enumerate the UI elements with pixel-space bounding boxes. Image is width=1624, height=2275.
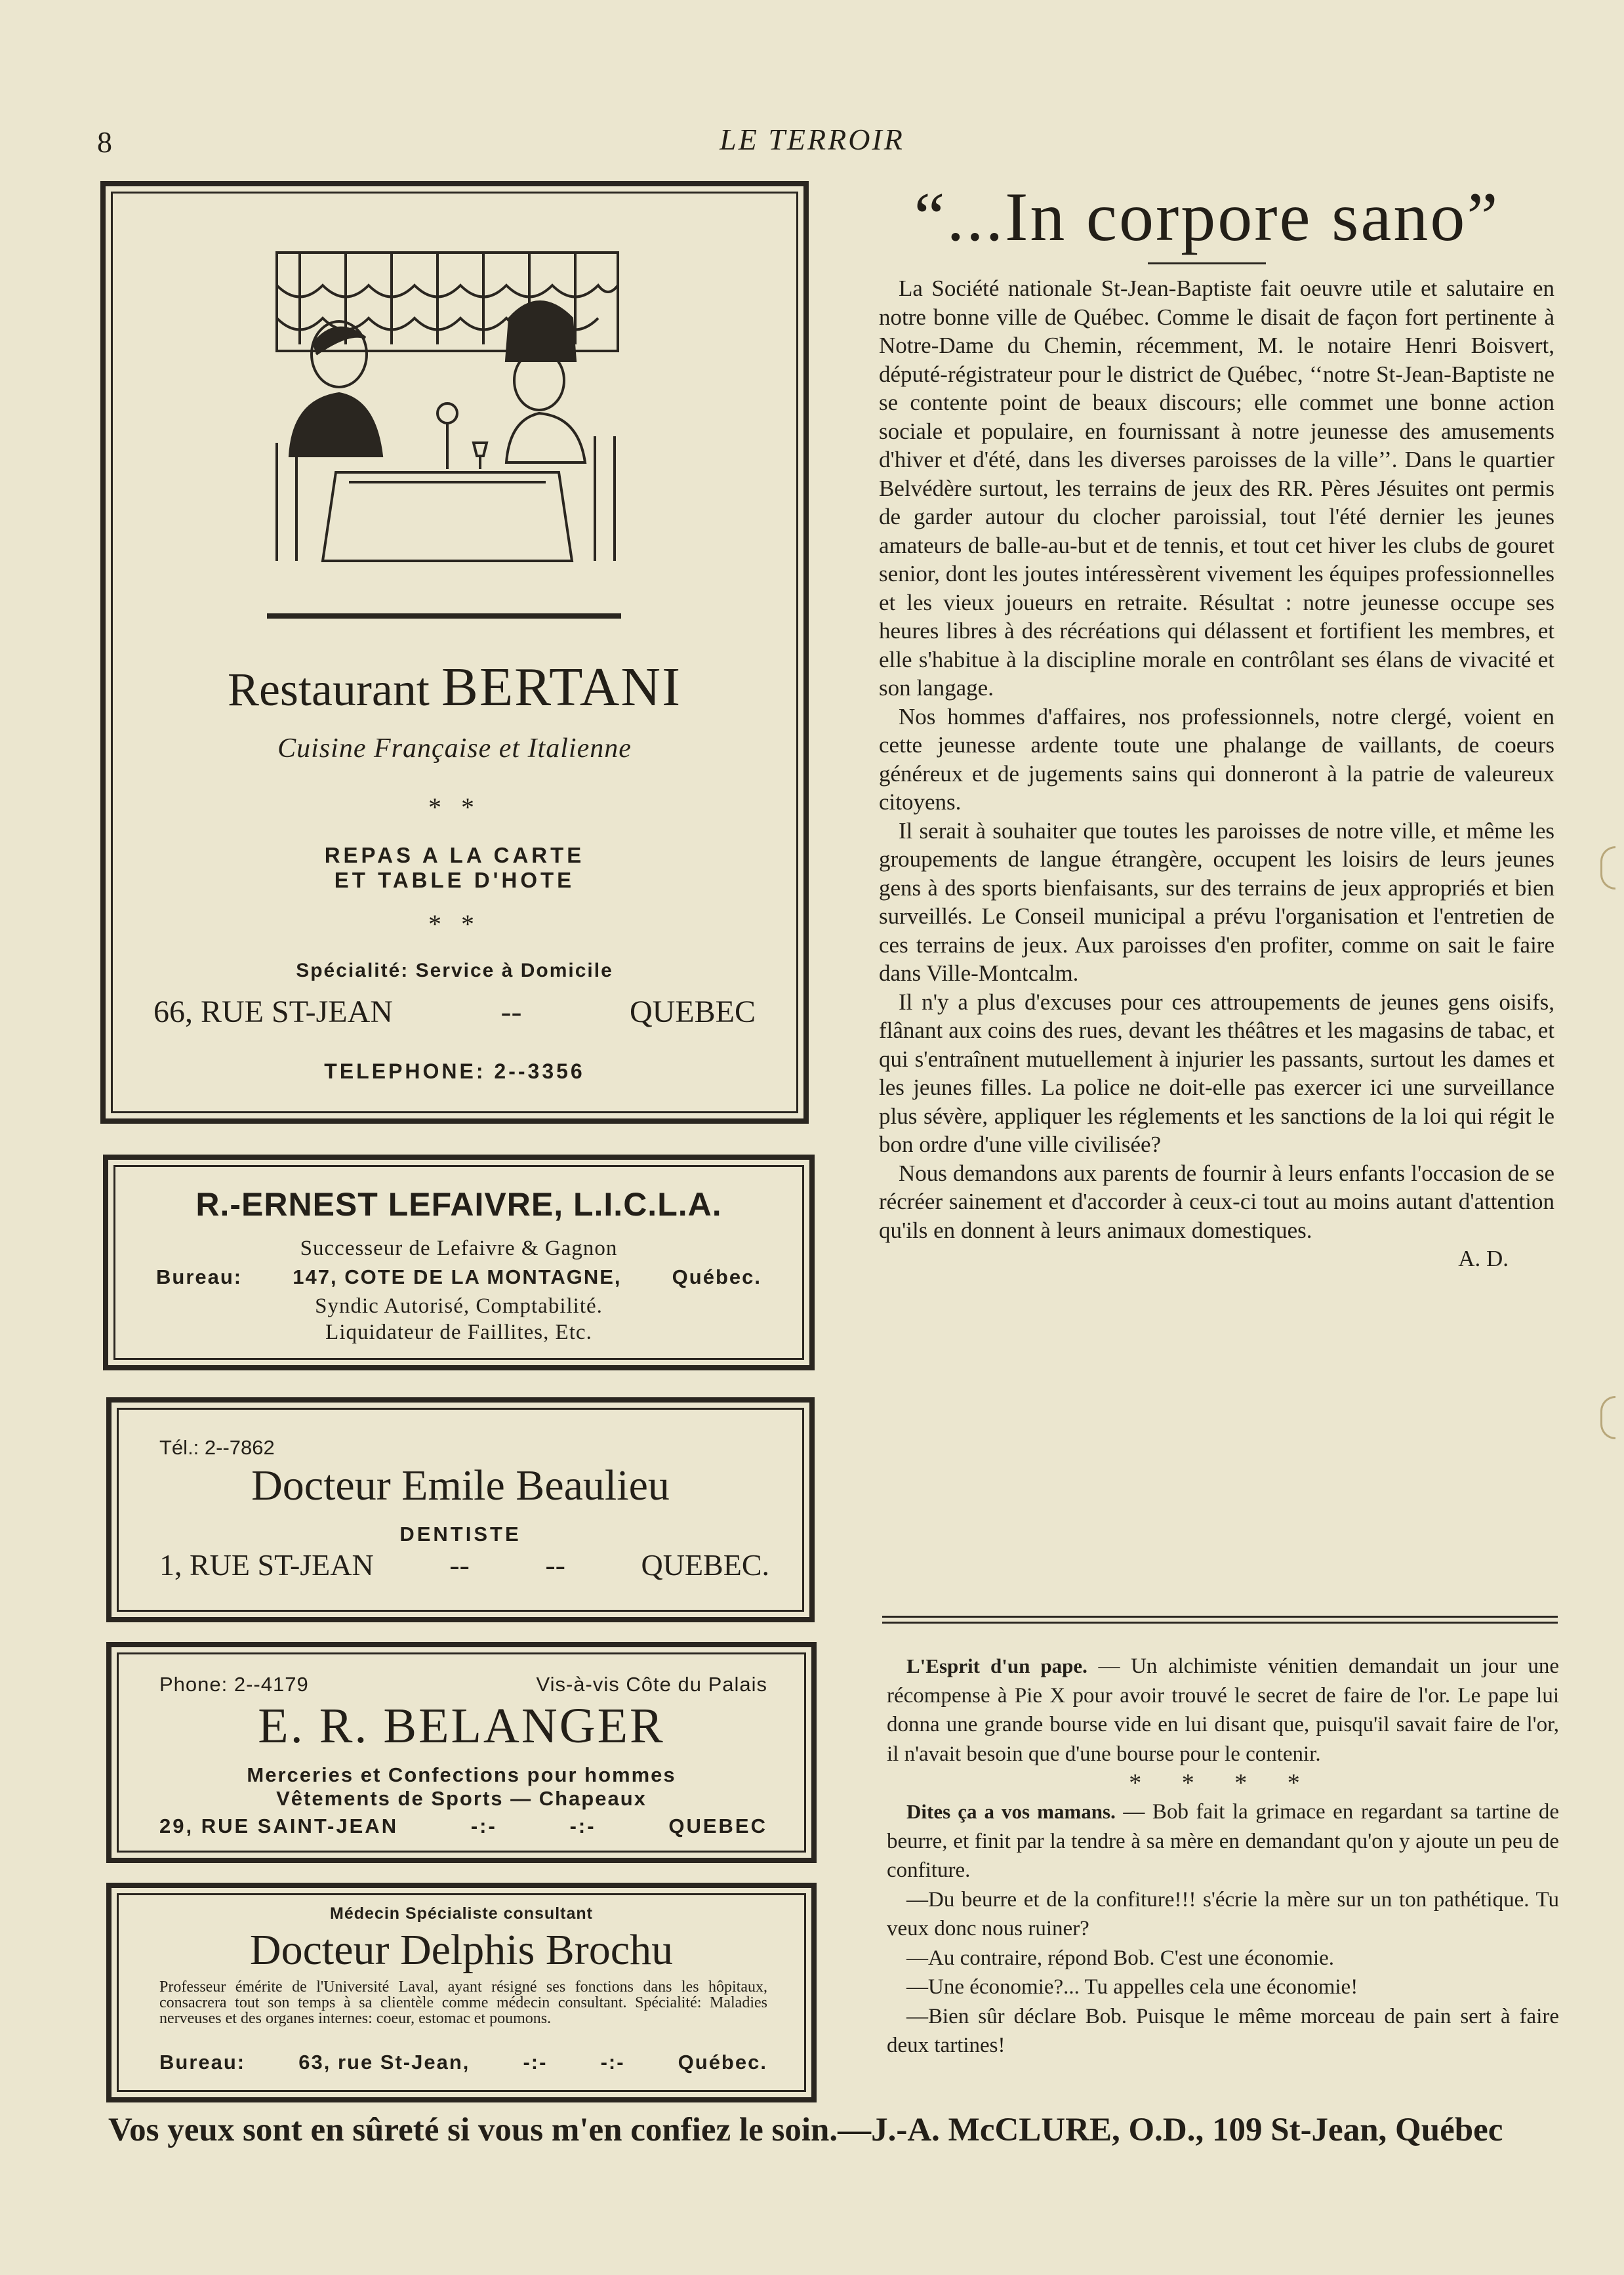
product-line: Vêtements de Sports — Chapeaux <box>276 1787 647 1810</box>
offer-text <box>113 843 796 893</box>
article-paragraph: Nos hommes d'affaires, nos professionnels, notre clergé, voient en cette jeunesse ardente toute une phalange de vaillants, de coeurs généreux et de jugements sains qui donneront à la patrie de valeureux citoyens. <box>879 703 1554 815</box>
dash: -- <box>545 1548 565 1582</box>
anecdote-mothers <box>887 1797 1559 1885</box>
divider <box>267 613 621 619</box>
article-paragraph: La Société nationale St-Jean-Baptiste fait oeuvre utile et salutaire en notre bonne ville de Québec. Comme le disait de façon fort pertinente à Notre-Dame du Chemin, récemment, M. le notaire Henri Boisvert, député-régistrateur pour le district de Québec, ‘‘notre St-Jean-Baptiste ne se contente point de beaux discours; elle commet une bonne action sociale et populaire, en fournissant à notre jeunesse des amusements d'hiver et d'été, dans les diverses paroisses de la ville’’. Dans le quartier Belvédère surtout, les terrains de jeux des RR. Pères Jésuites ont permis de garder autour du clocher paroissial, tout l'été dernier les jeunes amateurs de balle-au-but et de tennis, et tout cet hiver les clubs de gouret senior, dont les joutes intéressèrent vivement les équipes professionnelles et les vieux joueurs en retraite. Résultat : notre jeunesse occupe ses heures libres à des récréations qui délassent et fortifient les membres, et elle s'habitue à la discipline morale en contrôlant ses élans de vivacité et son langage. <box>879 276 1554 701</box>
article-paragraph: Nous demandons aux parents de fournir à leurs enfants l'occasion de se récréer sainement et d'accorder à ceux-ci tout au moins autant d'attention qu'ils en donnent à leurs animaux domestiques. <box>879 1160 1554 1243</box>
article-title: “...In corpore sano” <box>914 178 1500 255</box>
ad-lefaivre <box>103 1155 815 1370</box>
doctor-description: Professeur émérite de l'Université Laval, ayant résigné ses fonctions dans les hôpitaux, consacrera tout son temps à sa clientèle comme médecin consultant. Spécialité: Maladies nerveuses et des organes internes: coeur, estomac et poumons. <box>159 1978 767 2027</box>
dialogue-line: —Bien sûr déclare Bob. Puisque le même morceau de pain sert à faire deux tartines! <box>887 2004 1559 2057</box>
lefaivre-name: R.-ERNEST LEFAIVRE, L.I.C.L.A. <box>195 1186 722 1223</box>
name-prefix: Restaurant <box>227 663 430 716</box>
services-line: Liquidateur de Faillites, Etc. <box>325 1321 592 1344</box>
location: Vis-à-vis Côte du Palais <box>536 1673 767 1696</box>
office-row <box>159 2051 767 2074</box>
anecdote-pope <box>887 1652 1559 1769</box>
address-row <box>159 1814 767 1838</box>
address-row <box>153 994 756 1030</box>
cuisine-subtitle: Cuisine Française et Italienne <box>277 733 632 764</box>
successor-line: Successeur de Lefaivre & Gagnon <box>300 1237 618 1260</box>
specialist-label: Médecin Spécialiste consultant <box>330 1904 593 1923</box>
title-rule <box>1148 262 1266 264</box>
street-address: 66, RUE ST-JEAN <box>153 994 393 1029</box>
office-address: 147, COTE DE LA MONTAGNE, <box>293 1265 622 1288</box>
separator: -:- <box>569 1814 596 1837</box>
office-address: 63, rue St-Jean, <box>298 2051 470 2074</box>
city: Québec. <box>678 2051 767 2074</box>
article-paragraph: Il serait à souhaiter que toutes les paroisses de notre ville, et même les groupements de langue étrangère, occupent les loisirs de leurs jeunes gens à des sports bienfaisants, sur des terrains de jeux appropriés et bien surveillés. Le Conseil municipal a prévu l'organisation et l'entretien de ces terrains de jeux. Aux paroisses d'en profiter, comme on sait le faire dans Ville-Montcalm. <box>879 817 1554 986</box>
diners-illustration <box>264 246 631 574</box>
anecdotes <box>887 1652 1559 2060</box>
street-address: 29, RUE SAINT-JEAN <box>159 1814 399 1837</box>
doctor-name: Docteur Emile Beaulieu <box>251 1462 670 1509</box>
stars-separator: * * <box>428 792 481 822</box>
article-body <box>879 274 1554 1273</box>
footer-advertisement: Vos yeux sont en sûreté si vous m'en confiez le soin.—J.-A. McCLURE, O.D., 109 St-Jean, Québec <box>108 2112 1503 2148</box>
office-label: Bureau: <box>159 2051 246 2074</box>
city: QUEBEC <box>668 1814 767 1837</box>
city: QUEBEC <box>629 994 756 1029</box>
services-line: Syndic Autorisé, Comptabilité. <box>315 1294 603 1318</box>
ad-brochu <box>106 1883 817 2102</box>
ad-beaulieu <box>106 1397 815 1622</box>
ad-restaurant-bertani <box>100 181 809 1124</box>
anecdote-text: — Un alchimiste vénitien demandait un jour une récompense à Pie X pour avoir trouvé le secret de faire de l'or. Le pape lui donna une grande bourse vide en lui disant que, puisqu'il savait faire de l'or, il n'avait besoin que d'une bourse pour le contenir. <box>887 1654 1559 1766</box>
article-signature: A. D. <box>1458 1246 1509 1271</box>
binding-mark <box>1600 846 1615 890</box>
address-row <box>159 1547 769 1582</box>
article-paragraph: Il n'y a plus d'excuses pour ces attroupements de jeunes gens oisifs, flânant aux coins des rues, devant les théâtres et les magasins de tabac, et qui s'entraînent mutuellement à injurier les passants, surtout les dames et les jeunes filles. La police ne doit-elle pas exercer ici une surveillance plus sévère, appliquer les réglements et les sanctions de la loi qui régit le bon ordre d'une ville civilisée? <box>879 989 1554 1157</box>
separator: -:- <box>470 1814 497 1837</box>
dialogue-line: —Une économie?... Tu appelles cela une économie! <box>906 1975 1358 1999</box>
section-divider <box>882 1616 1558 1624</box>
office-label: Bureau: <box>156 1265 243 1288</box>
contact-row <box>159 1673 767 1696</box>
running-title: LE TERROIR <box>720 123 904 156</box>
stars-separator: * * <box>428 909 481 939</box>
profession: DENTISTE <box>399 1523 521 1546</box>
ad-belanger <box>106 1642 817 1863</box>
telephone: TELEPHONE: 2--3356 <box>324 1059 585 1083</box>
store-name: E. R. BELANGER <box>258 1698 665 1753</box>
name-main: BERTANI <box>441 657 682 718</box>
dialogue-line: —Au contraire, répond Bob. C'est une économie. <box>906 1946 1335 1970</box>
restaurant-name <box>113 655 796 719</box>
office-row <box>156 1265 761 1289</box>
separator: -:- <box>600 2051 625 2074</box>
binding-mark <box>1600 1396 1615 1439</box>
offer-line: ET TABLE D'HOTE <box>334 868 575 892</box>
offer-line: REPAS A LA CARTE <box>324 843 585 867</box>
telephone: Tél.: 2--7862 <box>159 1436 275 1459</box>
doctor-name: Docteur Delphis Brochu <box>249 1926 674 1974</box>
dash: -- <box>500 994 522 1029</box>
stars-separator: * * * * <box>1129 1769 1317 1797</box>
anecdote-title: Dites ça a vos mamans. <box>906 1800 1116 1823</box>
dialogue-line: —Du beurre et de la confiture!!! s'écrie la mère sur un ton pathétique. Tu veux donc nous ruiner? <box>887 1887 1559 1940</box>
office-city: Québec. <box>672 1265 761 1288</box>
city: QUEBEC. <box>641 1548 769 1582</box>
street-address: 1, RUE ST-JEAN <box>159 1548 374 1582</box>
product-line: Merceries et Confections pour hommes <box>247 1763 676 1786</box>
anecdote-text: — Bob fait la grimace en regardant sa tartine de beurre, et finit par la tendre à sa mère en demandant qu'on y ajoute un peu de confiture. <box>887 1800 1559 1882</box>
dash: -- <box>449 1548 470 1582</box>
specialty: Spécialité: Service à Domicile <box>296 960 613 981</box>
separator: -:- <box>523 2051 548 2074</box>
phone: Phone: 2--4179 <box>159 1673 309 1696</box>
anecdote-title: L'Esprit d'un pape. <box>906 1654 1087 1677</box>
page-number: 8 <box>97 125 112 159</box>
